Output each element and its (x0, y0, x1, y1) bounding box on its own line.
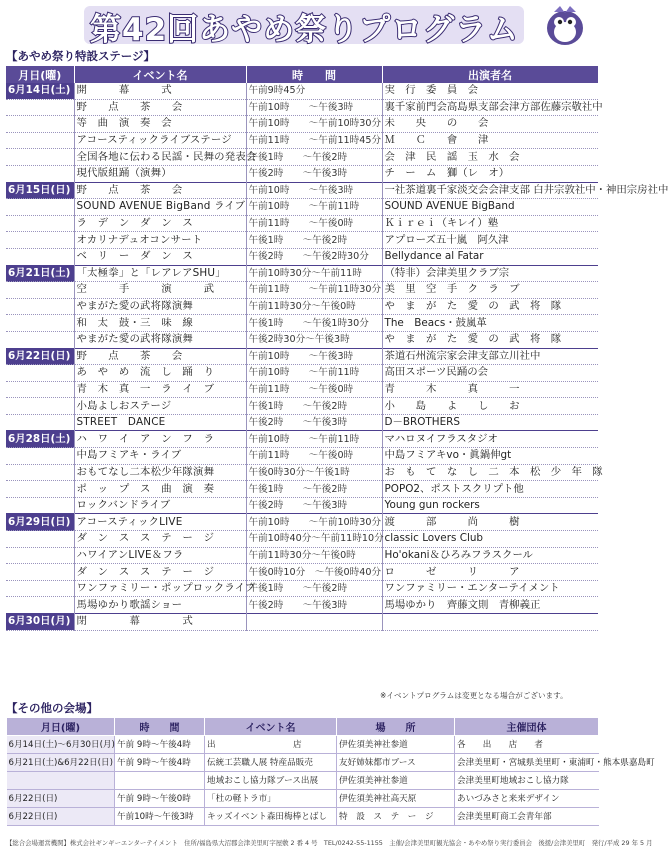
table-row (6, 497, 598, 514)
table-row (6, 99, 598, 116)
performer-cell: 裏千家前門会高島県支部会津方部佐藤宗敬社中 (382, 99, 598, 116)
place-cell: 伊佐須美神社参道 (337, 736, 455, 754)
date-cell (6, 448, 74, 465)
table-row (6, 580, 598, 597)
date-cell (6, 99, 74, 116)
event-cell: 野 点 茶 会 (74, 99, 246, 116)
performer-cell: 馬場ゆかり 齊藤文則 青柳義正 (382, 597, 598, 614)
event-cell: 伝統工芸職人展 特産品販売 (205, 754, 337, 772)
other-header-date: 月日(曜) (7, 718, 115, 736)
time-cell: 午前11時30分～午後0時 (246, 298, 382, 315)
table-row (6, 182, 598, 199)
date-cell (6, 282, 74, 299)
event-cell: 等 曲 演 奏 会 (74, 116, 246, 133)
event-cell: 閉 幕 式 (74, 614, 246, 631)
footer-text: 【総合会場運営機関】株式会社ギンギーエンターテイメント 住所/福島県大沼郡会津美里町字屋敷 2 番 4 号 TEL/0242-55-1155 主催/会津美里町観光協会・あやめ祭り実行委員会 後援/会津美里町 発行/平成 29 年 5 月 (6, 839, 653, 847)
table-row (6, 381, 598, 398)
time-cell (246, 614, 382, 631)
date-cell (6, 132, 74, 149)
performer-cell: 実 行 委 員 会 (382, 83, 598, 99)
event-cell: 現代版組踊（演舞） (74, 165, 246, 182)
performer-cell: や ま が た 愛 の 武 将 隊 (382, 331, 598, 348)
date-cell (6, 481, 74, 498)
table-row (6, 132, 598, 149)
date-cell (6, 315, 74, 332)
date-cell (6, 497, 74, 514)
table-row (6, 265, 598, 282)
event-cell: 地域おこし協力隊ブース出展 (205, 772, 337, 790)
event-cell: 全国各地に伝わる民謡・民舞の発表会 (74, 149, 246, 166)
table-row (6, 448, 598, 465)
main-stage-body (6, 83, 668, 630)
table-row (6, 464, 598, 481)
date-cell: 6月30日(月) (6, 614, 74, 631)
event-cell: 中島フミアキ・ライブ (74, 448, 246, 465)
time-cell: 午前11時 ～午前11時30分 (246, 282, 382, 299)
time-cell: 午後2時 ～午後3時 (246, 414, 382, 431)
date-cell: 6月14日(土) (6, 83, 74, 99)
date-cell (6, 165, 74, 182)
performer-cell: 青 木 真 一 (382, 381, 598, 398)
table-row (6, 116, 598, 133)
event-cell: 出 店 (205, 736, 337, 754)
table-row (6, 481, 598, 498)
time-cell: 午後2時 ～午後3時 (246, 597, 382, 614)
time-cell: 午前10時 ～午前11時 (246, 431, 382, 448)
event-cell: 野 点 茶 会 (74, 182, 246, 199)
other-venues-body (7, 736, 655, 826)
event-cell: 「太極拳」と「レアレアSHU」 (74, 265, 246, 282)
date-cell (6, 116, 74, 133)
date-cell (6, 298, 74, 315)
date-cell: 6月22日(日) (7, 790, 115, 808)
date-cell: 6月28日(土) (6, 431, 74, 448)
event-cell: あ や め 流 し 踊 り (74, 365, 246, 382)
table-row (6, 199, 598, 216)
event-cell: アコースティックLIVE (74, 514, 246, 531)
place-cell: 伊佐須美神社高天原 (337, 790, 455, 808)
event-cell: 開 幕 式 (74, 83, 246, 99)
event-cell: ラ デ ン ダ ン ス (74, 215, 246, 232)
performer-cell: D－BROTHERS (382, 414, 598, 431)
table-row (6, 597, 598, 614)
event-cell: ダ ン ス ス テ ー ジ (74, 564, 246, 581)
header-row (6, 66, 598, 83)
other-header-place: 場 所 (337, 718, 455, 736)
date-cell (6, 365, 74, 382)
date-cell (6, 531, 74, 548)
event-cell: 和 太 鼓・三 味 線 (74, 315, 246, 332)
table-row (6, 414, 598, 431)
table-row (6, 298, 598, 315)
performer-cell: 一社茶道裏千家淡交会会津支部 白井宗敦社中・神田宗房社中 (382, 182, 598, 199)
date-cell (6, 232, 74, 249)
performer-cell: 渡 部 尚 樹 (382, 514, 598, 531)
table-row (7, 790, 599, 808)
other-header-org: 主催団体 (455, 718, 599, 736)
event-cell: 馬場ゆかり歌謡ショー (74, 597, 246, 614)
date-cell: 6月29日(日) (6, 514, 74, 531)
title-banner (0, 0, 603, 50)
event-cell: ハ ワ イ ア ン フ ラ (74, 431, 246, 448)
event-cell: ダ ン ス ス テ ー ジ (74, 531, 246, 548)
time-cell: 午前10時 ～午前10時30分 (246, 116, 382, 133)
time-cell: 午後1時 ～午後1時30分 (246, 315, 382, 332)
table-row (6, 547, 598, 564)
performer-cell: POPO2、ポストスクリプト他 (382, 481, 598, 498)
time-cell: 午前10時 ～午後3時 (246, 99, 382, 116)
other-header-row (7, 718, 599, 736)
time-cell: 午前9時45分 (246, 83, 382, 99)
date-cell: 6月15日(日) (6, 182, 74, 199)
time-cell: 午前11時30分～午後0時 (246, 547, 382, 564)
performer-cell: Ｋｉｒｅｉ（キレイ）塾 (382, 215, 598, 232)
performer-cell: マハロヌイフラスタジオ (382, 431, 598, 448)
time-cell: 午後1時 ～午後2時 (246, 149, 382, 166)
time-cell: 午前10時 ～午前11時 (246, 365, 382, 382)
time-cell: 午前10時～午後3時 (115, 808, 205, 826)
time-cell: 午後0時10分 ～午後0時40分 (246, 564, 382, 581)
table-row (6, 348, 598, 365)
time-cell: 午前10時 ～午後3時 (246, 348, 382, 365)
header-date: 月日(曜) (6, 66, 74, 83)
time-cell: 午前11時 ～午前11時45分 (246, 132, 382, 149)
time-cell: 午前10時 ～午前10時30分 (246, 514, 382, 531)
event-cell: 青 木 真 一 ラ イ ブ (74, 381, 246, 398)
time-cell: 午後1時 ～午後2時 (246, 232, 382, 249)
event-cell: STREET DANCE (74, 414, 246, 431)
performer-cell: The Beacs・鼓嵐革 (382, 315, 598, 332)
org-cell: 会津美里町地域おこし協力隊 (455, 772, 599, 790)
time-cell: 午後1時 ～午後2時 (246, 398, 382, 415)
performer-cell: 小 島 よ し お (382, 398, 598, 415)
place-cell: 友好姉妹都市ブース (337, 754, 455, 772)
table-row (7, 772, 599, 790)
page-title: 第42回あやめ祭りプログラム (90, 12, 519, 48)
table-row (6, 514, 598, 531)
date-cell: 6月14日(土)～6月30日(月) (7, 736, 115, 754)
event-cell: ロックバンドライブ (74, 497, 246, 514)
date-cell (6, 464, 74, 481)
date-cell (6, 564, 74, 581)
performer-cell: 茶道石州流宗家会津支部立川社中 (382, 348, 598, 365)
date-cell (6, 381, 74, 398)
table-row (6, 83, 598, 99)
time-cell: 午前11時 ～午後0時 (246, 215, 382, 232)
performer-cell: 中島フミアキvo・眞鍋伸gt (382, 448, 598, 465)
time-cell: 午前11時 ～午後0時 (246, 448, 382, 465)
time-cell: 午後2時30分～午後3時 (246, 331, 382, 348)
performer-cell: Bellydance al Fatar (382, 248, 598, 265)
time-cell: 午前10時 ～午前11時 (246, 199, 382, 216)
change-note: ※イベントプログラムは変更となる場合がございます。 (380, 691, 568, 700)
performer-cell: ワンファミリー・エンターテイメント (382, 580, 598, 597)
table-row (6, 165, 598, 182)
event-cell: ワンファミリー・ポップロックライブ (74, 580, 246, 597)
header-performer: 出演者名 (382, 66, 598, 83)
performer-cell: や ま が た 愛 の 武 将 隊 (382, 298, 598, 315)
time-cell: 午前10時40分～午前11時10分 (246, 531, 382, 548)
date-cell (6, 199, 74, 216)
event-cell: やまがた愛の武将隊演舞 (74, 298, 246, 315)
time-cell: 午前11時 ～午後0時 (246, 381, 382, 398)
event-cell: ベ リ ー ダ ン ス (74, 248, 246, 265)
table-row (6, 531, 598, 548)
place-cell: 特 設 ス テ ー ジ (337, 808, 455, 826)
performer-cell: 美 里 空 手 ク ラ ブ (382, 282, 598, 299)
event-cell: ハワイアンLIVE＆フラ (74, 547, 246, 564)
performer-cell: 未 央 の 会 (382, 116, 598, 133)
performer-cell: チ ー ム 獅（レ オ） (382, 165, 598, 182)
event-cell: アコースティックライブステージ (74, 132, 246, 149)
other-venues-heading: 【その他の会場】 (6, 701, 98, 715)
event-cell: やまがた愛の武将隊演舞 (74, 331, 246, 348)
date-cell (6, 331, 74, 348)
table-row (7, 736, 599, 754)
performer-cell: アプローズ五十嵐 阿久津 (382, 232, 598, 249)
event-cell: 空 手 演 武 (74, 282, 246, 299)
date-cell (6, 597, 74, 614)
main-stage-table (6, 66, 668, 631)
other-venues-table (6, 717, 655, 826)
event-cell: SOUND AVENUE BigBand ライブ (74, 199, 246, 216)
mascot-icon (540, 4, 590, 48)
header-time: 時 間 (246, 66, 382, 83)
table-row (6, 282, 598, 299)
date-cell: 6月21日(土) (6, 265, 74, 282)
main-stage-heading: 【あやめ祭り特設ステージ】 (6, 49, 156, 63)
table-row (6, 149, 598, 166)
date-cell: 6月22日(日) (6, 348, 74, 365)
performer-cell: Young gun rockers (382, 497, 598, 514)
table-row (7, 754, 599, 772)
performer-cell: お も て な し 二 本 松 少 年 隊 (382, 464, 598, 481)
table-row (6, 232, 598, 249)
performer-cell (382, 614, 598, 631)
time-cell: 午前10時 ～午後3時 (246, 182, 382, 199)
date-cell (6, 398, 74, 415)
event-cell: オカリナデュオコンサート (74, 232, 246, 249)
date-cell (6, 414, 74, 431)
time-cell (115, 772, 205, 790)
table-row (6, 315, 598, 332)
time-cell: 午前 9時～午後4時 (115, 754, 205, 772)
performer-cell: Ho'okani＆ひろみフラスクール (382, 547, 598, 564)
event-cell: 小島よしおステージ (74, 398, 246, 415)
time-cell: 午後0時30分～午後1時 (246, 464, 382, 481)
time-cell: 午前 9時～午後0時 (115, 790, 205, 808)
time-cell: 午後1時 ～午後2時 (246, 481, 382, 498)
performer-cell: SOUND AVENUE BigBand (382, 199, 598, 216)
table-row (6, 614, 598, 631)
event-cell: ポ ッ プ ス 曲 演 奏 (74, 481, 246, 498)
org-cell: あいづみさと来来デザイン (455, 790, 599, 808)
date-cell (6, 547, 74, 564)
event-cell: 野 点 茶 会 (74, 348, 246, 365)
header-event: イベント名 (74, 66, 246, 83)
other-header-time: 時 間 (115, 718, 205, 736)
performer-cell: Ｍ Ｃ 會 津 (382, 132, 598, 149)
date-cell (6, 580, 74, 597)
other-header-event: イベント名 (205, 718, 337, 736)
table-row (6, 215, 598, 232)
time-cell: 午後2時 ～午後2時30分 (246, 248, 382, 265)
date-cell: 6月22日(日) (7, 808, 115, 826)
table-row (6, 564, 598, 581)
event-cell: 「杜の軽トラ市」 (205, 790, 337, 808)
time-cell: 午前 9時～午後4時 (115, 736, 205, 754)
org-cell: 会津美里町商工会青年部 (455, 808, 599, 826)
date-cell (7, 772, 115, 790)
performer-cell: classic Lovers Club (382, 531, 598, 548)
table-row (6, 248, 598, 265)
table-row (6, 431, 598, 448)
date-cell (6, 149, 74, 166)
table-row (6, 365, 598, 382)
org-cell: 会津美里町・宮城県美里町・東浦町・熊本県嘉島町 (455, 754, 599, 772)
org-cell: 各 出 店 者 (455, 736, 599, 754)
time-cell: 午前10時30分～午前11時 (246, 265, 382, 282)
place-cell: 伊佐須美神社参道 (337, 772, 455, 790)
performer-cell: ロ ゼ リ ア (382, 564, 598, 581)
date-cell (6, 215, 74, 232)
table-row (6, 398, 598, 415)
table-row (7, 808, 599, 826)
time-cell: 午後1時 ～午後2時 (246, 580, 382, 597)
event-cell: おもてなし二本松少年隊演舞 (74, 464, 246, 481)
performer-cell: 高田スポーツ民踊の会 (382, 365, 598, 382)
performer-cell: （特非）会津美里クラブ宗 (382, 265, 598, 282)
date-cell (6, 248, 74, 265)
date-cell: 6月21日(土)&6月22日(日) (7, 754, 115, 772)
time-cell: 午後2時 ～午後3時 (246, 497, 382, 514)
table-row (6, 331, 598, 348)
event-cell: キッズイベント森田梅棒とばし (205, 808, 337, 826)
performer-cell: 会 津 民 謡 玉 水 会 (382, 149, 598, 166)
time-cell: 午後2時 ～午後3時 (246, 165, 382, 182)
